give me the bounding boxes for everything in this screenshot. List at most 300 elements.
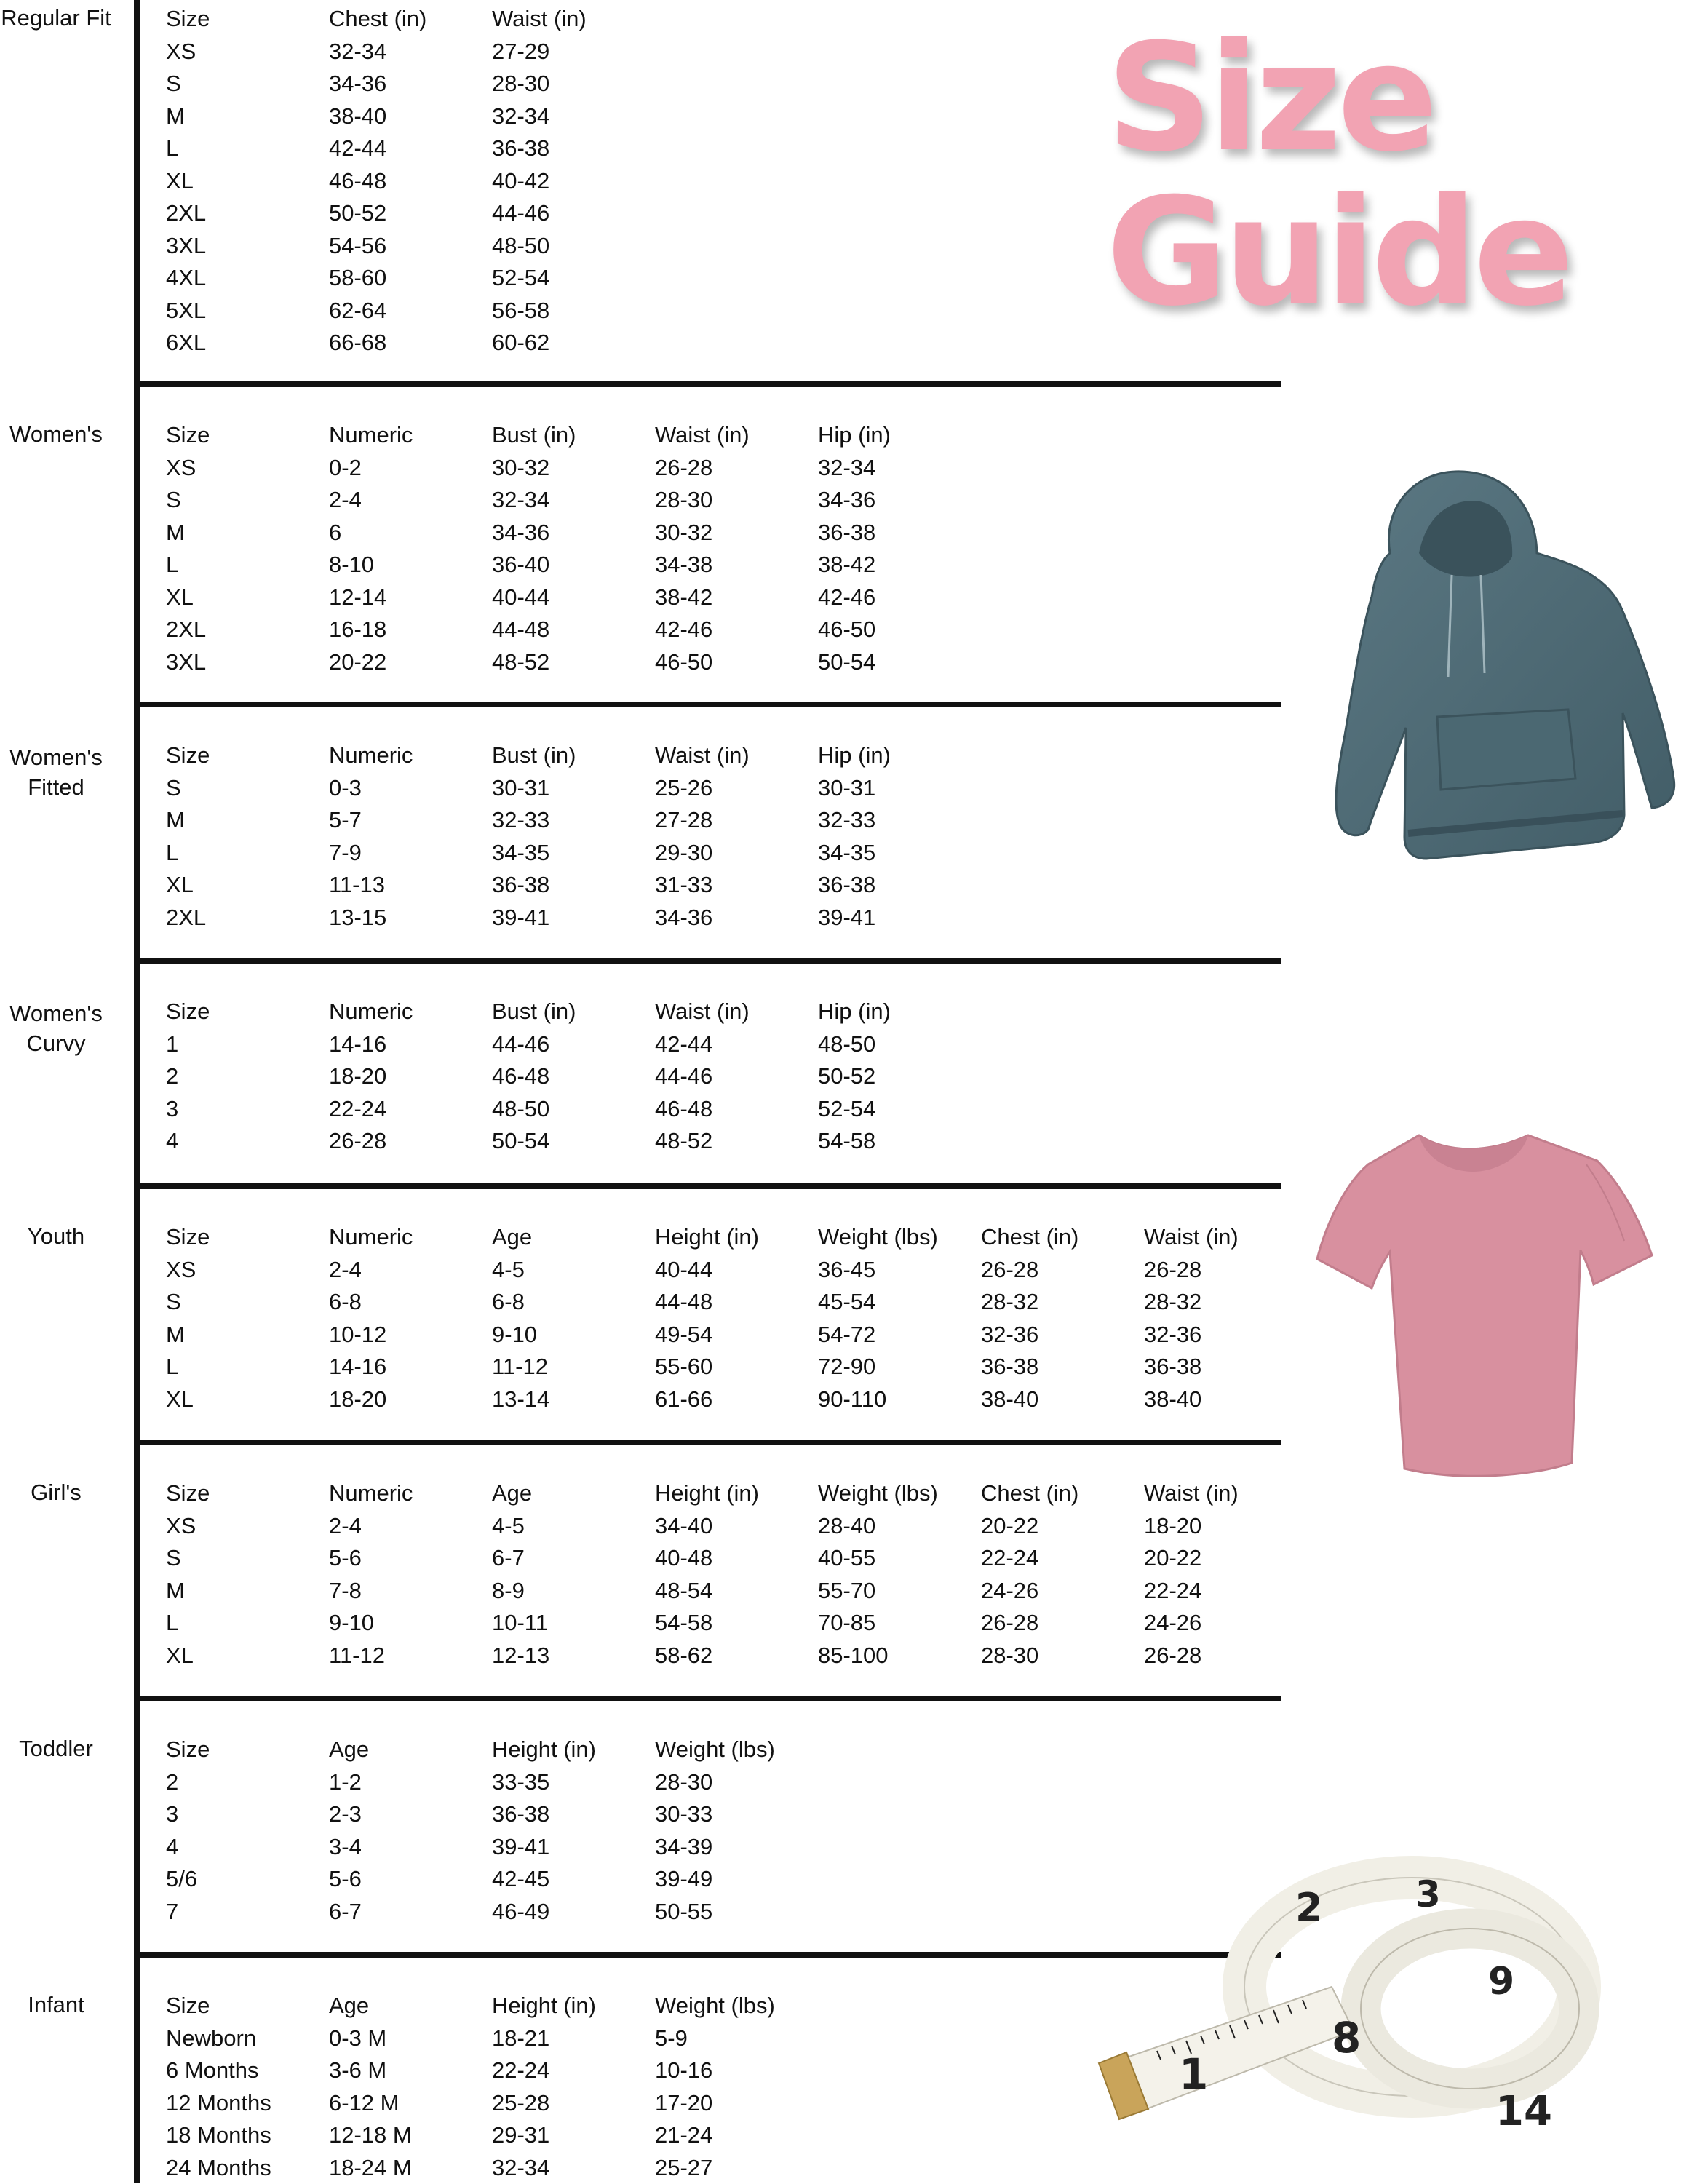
table-cell: 25-26	[655, 772, 818, 805]
table-cell: 34-36	[492, 517, 655, 549]
table-cell: 38-42	[818, 549, 981, 581]
table-cell: 25-28	[492, 2087, 655, 2120]
section-label: Women's Curvy	[0, 998, 112, 1058]
column-header: Weight (lbs)	[655, 1734, 818, 1766]
table-cell: 22-24	[1144, 1575, 1307, 1608]
table-row	[166, 1093, 981, 1126]
table-cell: 28-30	[655, 484, 818, 517]
table-cell: 54-58	[818, 1125, 981, 1158]
table-cell: 31-33	[655, 869, 818, 902]
table-cell: 30-32	[492, 452, 655, 485]
column-header: Waist (in)	[655, 996, 818, 1028]
section-divider	[134, 1183, 1281, 1189]
column-header: Weight (lbs)	[655, 1990, 818, 2022]
table-cell: 12-13	[492, 1640, 655, 1672]
table-row	[166, 1510, 1307, 1543]
hoodie-icon	[1303, 466, 1681, 888]
table-cell: 0-3	[329, 772, 492, 805]
column-header: Size	[166, 1477, 329, 1510]
table-row	[166, 837, 981, 870]
table-cell: 48-50	[818, 1028, 981, 1061]
table-cell: 54-72	[818, 1319, 981, 1351]
table-cell: S	[166, 1542, 329, 1575]
table-row	[166, 549, 981, 581]
table-cell: 38-40	[981, 1383, 1144, 1416]
table-cell: 28-40	[818, 1510, 981, 1543]
table-cell: 40-42	[492, 165, 655, 198]
table-row	[166, 1028, 981, 1061]
table-cell: 6-7	[329, 1896, 492, 1929]
table-cell: 24 Months	[166, 2152, 329, 2184]
table-cell: 10-11	[492, 1607, 655, 1640]
table-cell: 2	[166, 1060, 329, 1093]
table-cell: 4	[166, 1125, 329, 1158]
table-row	[166, 1060, 981, 1093]
table-row	[166, 613, 981, 646]
table-cell: 25-27	[655, 2152, 818, 2184]
table-cell: 2-4	[329, 1254, 492, 1287]
table-row	[166, 262, 655, 295]
table-cell: 21-24	[655, 2119, 818, 2152]
svg-text:3: 3	[1415, 1873, 1441, 1915]
table-cell: 3XL	[166, 230, 329, 263]
table-cell: 11-12	[492, 1351, 655, 1383]
table-cell: 36-40	[492, 549, 655, 581]
tshirt-icon	[1310, 1121, 1659, 1485]
table-cell: 3XL	[166, 646, 329, 679]
table-cell: 34-35	[818, 837, 981, 870]
table-cell: 34-36	[818, 484, 981, 517]
table-cell: 46-48	[492, 1060, 655, 1093]
column-header: Chest (in)	[981, 1221, 1144, 1254]
column-header: Numeric	[329, 739, 492, 772]
table-cell: 50-54	[492, 1125, 655, 1158]
table-row	[166, 1319, 1307, 1351]
table-cell: 30-31	[818, 772, 981, 805]
table-cell: 4	[166, 1831, 329, 1864]
column-header: Size	[166, 739, 329, 772]
table-cell: 36-38	[818, 869, 981, 902]
column-header: Chest (in)	[329, 3, 492, 36]
table-cell: 50-54	[818, 646, 981, 679]
table-cell: 8-10	[329, 549, 492, 581]
table-cell: 3-4	[329, 1831, 492, 1864]
table-row	[166, 2152, 818, 2184]
table-cell: 85-100	[818, 1640, 981, 1672]
column-header: Size	[166, 419, 329, 452]
table-cell: 42-45	[492, 1863, 655, 1896]
table-cell: 39-41	[492, 1831, 655, 1864]
table-cell: 30-31	[492, 772, 655, 805]
table-cell: 29-30	[655, 837, 818, 870]
measuring-tape-icon	[1092, 1841, 1601, 2147]
table-cell: 11-12	[329, 1640, 492, 1672]
table-cell: 61-66	[655, 1383, 818, 1416]
svg-text:1: 1	[1179, 2049, 1208, 2099]
table-row	[166, 295, 655, 327]
table-cell: 26-28	[329, 1125, 492, 1158]
table-cell: 55-70	[818, 1575, 981, 1608]
table-cell: 44-46	[492, 1028, 655, 1061]
column-header: Waist (in)	[655, 419, 818, 452]
table-cell: 72-90	[818, 1351, 981, 1383]
table-cell: 45-54	[818, 1286, 981, 1319]
table-cell: 12-14	[329, 581, 492, 614]
table-cell: 54-56	[329, 230, 492, 263]
table-cell: 13-15	[329, 902, 492, 934]
table-cell: 6-8	[492, 1286, 655, 1319]
table-row	[166, 327, 655, 360]
table-cell: 0-2	[329, 452, 492, 485]
table-cell: 40-44	[655, 1254, 818, 1287]
table-cell: 4-5	[492, 1254, 655, 1287]
table-cell: L	[166, 549, 329, 581]
table-cell: 17-20	[655, 2087, 818, 2120]
table-row	[166, 1831, 818, 1864]
svg-text:2: 2	[1295, 1885, 1323, 1931]
column-header: Hip (in)	[818, 419, 981, 452]
table-cell: L	[166, 1607, 329, 1640]
table-cell: 26-28	[655, 452, 818, 485]
table-cell: 32-36	[981, 1319, 1144, 1351]
column-header: Size	[166, 1734, 329, 1766]
table-cell: 18-21	[492, 2022, 655, 2055]
column-header: Bust (in)	[492, 996, 655, 1028]
section-label: Girl's	[0, 1477, 112, 1507]
size-table	[166, 996, 981, 1158]
table-cell: 20-22	[1144, 1542, 1307, 1575]
table-cell: 13-14	[492, 1383, 655, 1416]
table-cell: 0-3 M	[329, 2022, 492, 2055]
table-cell: 20-22	[329, 646, 492, 679]
table-cell: M	[166, 1575, 329, 1608]
table-cell: 6-8	[329, 1286, 492, 1319]
table-cell: 28-32	[981, 1286, 1144, 1319]
table-cell: 2XL	[166, 197, 329, 230]
table-cell: 7-8	[329, 1575, 492, 1608]
table-cell: 2-4	[329, 484, 492, 517]
table-cell: 12 Months	[166, 2087, 329, 2120]
table-cell: 16-18	[329, 613, 492, 646]
table-header-row	[166, 1734, 818, 1766]
table-row	[166, 1640, 1307, 1672]
table-row	[166, 230, 655, 263]
table-row	[166, 2022, 818, 2055]
table-header-row	[166, 1990, 818, 2022]
column-header: Chest (in)	[981, 1477, 1144, 1510]
table-header-row	[166, 996, 981, 1028]
column-header: Weight (lbs)	[818, 1221, 981, 1254]
column-header: Size	[166, 996, 329, 1028]
table-row	[166, 68, 655, 100]
table-cell: 34-36	[329, 68, 492, 100]
table-cell: 60-62	[492, 327, 655, 360]
table-cell: 18-24 M	[329, 2152, 492, 2184]
table-cell: 38-40	[1144, 1383, 1307, 1416]
table-cell: 50-52	[818, 1060, 981, 1093]
table-cell: 36-38	[1144, 1351, 1307, 1383]
table-cell: 1-2	[329, 1766, 492, 1799]
table-cell: 44-48	[655, 1286, 818, 1319]
table-cell: 8-9	[492, 1575, 655, 1608]
table-row	[166, 869, 981, 902]
column-header: Age	[492, 1477, 655, 1510]
table-row	[166, 804, 981, 837]
table-cell: M	[166, 1319, 329, 1351]
table-cell: S	[166, 68, 329, 100]
table-cell: S	[166, 772, 329, 805]
column-header: Height (in)	[655, 1477, 818, 1510]
table-cell: 34-38	[655, 549, 818, 581]
table-cell: L	[166, 837, 329, 870]
size-table	[166, 1477, 1307, 1672]
section-label: Regular Fit	[0, 3, 112, 33]
table-cell: 46-48	[329, 165, 492, 198]
table-cell: 49-54	[655, 1319, 818, 1351]
table-cell: 40-48	[655, 1542, 818, 1575]
table-cell: 66-68	[329, 327, 492, 360]
table-row	[166, 1766, 818, 1799]
size-table	[166, 1734, 818, 1928]
table-cell: 44-46	[492, 197, 655, 230]
table-cell: 18-20	[1144, 1510, 1307, 1543]
table-cell: M	[166, 804, 329, 837]
section-label: Infant	[0, 1990, 112, 2020]
size-table	[166, 419, 981, 678]
table-cell: 27-28	[655, 804, 818, 837]
table-cell: 36-38	[492, 1798, 655, 1831]
table-cell: 22-24	[329, 1093, 492, 1126]
section-divider	[134, 702, 1281, 707]
table-cell: 32-33	[492, 804, 655, 837]
table-cell: 5XL	[166, 295, 329, 327]
column-header: Bust (in)	[492, 739, 655, 772]
table-cell: 32-36	[1144, 1319, 1307, 1351]
table-cell: 48-50	[492, 1093, 655, 1126]
size-table	[166, 3, 655, 360]
table-cell: 2XL	[166, 902, 329, 934]
section-label: Women's	[0, 419, 112, 449]
table-cell: 32-34	[492, 2152, 655, 2184]
column-header: Numeric	[329, 996, 492, 1028]
table-cell: 5-7	[329, 804, 492, 837]
column-header: Height (in)	[492, 1734, 655, 1766]
table-cell: 70-85	[818, 1607, 981, 1640]
table-cell: 3	[166, 1798, 329, 1831]
table-header-row	[166, 1221, 1307, 1254]
column-header: Height (in)	[655, 1221, 818, 1254]
table-cell: 40-44	[492, 581, 655, 614]
table-cell: 10-12	[329, 1319, 492, 1351]
table-row	[166, 1254, 1307, 1287]
table-cell: 54-58	[655, 1607, 818, 1640]
table-cell: M	[166, 517, 329, 549]
table-row	[166, 1607, 1307, 1640]
table-cell: S	[166, 484, 329, 517]
table-cell: 4-5	[492, 1510, 655, 1543]
table-cell: 29-31	[492, 2119, 655, 2152]
table-cell: 36-38	[818, 517, 981, 549]
table-cell: 36-38	[492, 132, 655, 165]
table-cell: 46-49	[492, 1896, 655, 1929]
column-header: Age	[329, 1734, 492, 1766]
table-cell: 11-13	[329, 869, 492, 902]
table-cell: 28-30	[655, 1766, 818, 1799]
table-header-row	[166, 1477, 1307, 1510]
table-cell: 42-46	[655, 613, 818, 646]
table-row	[166, 165, 655, 198]
table-row	[166, 100, 655, 133]
table-cell: 12-18 M	[329, 2119, 492, 2152]
table-row	[166, 484, 981, 517]
table-cell: 48-52	[655, 1125, 818, 1158]
section-label: Women's Fitted	[0, 742, 112, 802]
table-cell: 9-10	[492, 1319, 655, 1351]
table-cell: 7	[166, 1896, 329, 1929]
table-cell: 2-4	[329, 1510, 492, 1543]
table-cell: 36-38	[981, 1351, 1144, 1383]
table-cell: 10-16	[655, 2054, 818, 2087]
table-cell: 5-6	[329, 1863, 492, 1896]
table-cell: XL	[166, 165, 329, 198]
table-cell: 5-6	[329, 1542, 492, 1575]
table-cell: 36-38	[492, 869, 655, 902]
table-cell: 32-34	[492, 484, 655, 517]
table-cell: 1	[166, 1028, 329, 1061]
table-header-row	[166, 739, 981, 772]
table-cell: 32-34	[818, 452, 981, 485]
table-cell: 48-52	[492, 646, 655, 679]
vertical-divider	[134, 0, 140, 2183]
table-header-row	[166, 3, 655, 36]
table-cell: XL	[166, 1383, 329, 1416]
table-cell: 6	[329, 517, 492, 549]
table-cell: 62-64	[329, 295, 492, 327]
table-row	[166, 772, 981, 805]
table-cell: 30-32	[655, 517, 818, 549]
table-cell: 39-41	[492, 902, 655, 934]
svg-text:14: 14	[1495, 2088, 1552, 2135]
table-row	[166, 1351, 1307, 1383]
table-cell: 3-6 M	[329, 2054, 492, 2087]
table-cell: 34-35	[492, 837, 655, 870]
table-cell: 26-28	[981, 1607, 1144, 1640]
size-table	[166, 1221, 1307, 1415]
column-header: Height (in)	[492, 1990, 655, 2022]
column-header: Waist (in)	[655, 739, 818, 772]
table-cell: XL	[166, 1640, 329, 1672]
table-cell: 6-7	[492, 1542, 655, 1575]
table-header-row	[166, 419, 981, 452]
column-header: Waist (in)	[1144, 1221, 1307, 1254]
table-row	[166, 2054, 818, 2087]
table-row	[166, 581, 981, 614]
table-cell: 50-55	[655, 1896, 818, 1929]
section-divider	[134, 1440, 1281, 1445]
table-cell: 34-39	[655, 1831, 818, 1864]
table-cell: 56-58	[492, 295, 655, 327]
table-cell: 52-54	[492, 262, 655, 295]
table-cell: 38-40	[329, 100, 492, 133]
table-cell: 2XL	[166, 613, 329, 646]
table-cell: 28-30	[492, 68, 655, 100]
table-cell: 46-50	[818, 613, 981, 646]
column-header: Age	[329, 1990, 492, 2022]
svg-text:9: 9	[1488, 1960, 1514, 2004]
table-row	[166, 132, 655, 165]
svg-text:8: 8	[1332, 2013, 1361, 2062]
table-cell: 26-28	[1144, 1640, 1307, 1672]
table-cell: 5/6	[166, 1863, 329, 1896]
table-row	[166, 1383, 1307, 1416]
table-cell: XL	[166, 581, 329, 614]
table-row	[166, 646, 981, 679]
table-cell: 32-34	[492, 100, 655, 133]
table-cell: 14-16	[329, 1351, 492, 1383]
table-cell: 14-16	[329, 1028, 492, 1061]
table-cell: 46-48	[655, 1093, 818, 1126]
table-row	[166, 36, 655, 68]
table-cell: 22-24	[981, 1542, 1144, 1575]
table-cell: XL	[166, 869, 329, 902]
table-cell: 5-9	[655, 2022, 818, 2055]
table-cell: XS	[166, 36, 329, 68]
size-table	[166, 1990, 818, 2184]
table-cell: L	[166, 132, 329, 165]
section-label: Toddler	[0, 1734, 112, 1763]
table-cell: 52-54	[818, 1093, 981, 1126]
column-header: Hip (in)	[818, 739, 981, 772]
table-cell: 7-9	[329, 837, 492, 870]
table-row	[166, 1798, 818, 1831]
table-cell: L	[166, 1351, 329, 1383]
column-header: Age	[492, 1221, 655, 1254]
table-cell: 20-22	[981, 1510, 1144, 1543]
section-divider	[134, 381, 1281, 387]
table-cell: 6-12 M	[329, 2087, 492, 2120]
table-cell: 28-30	[981, 1640, 1144, 1672]
table-cell: 6 Months	[166, 2054, 329, 2087]
table-cell: 42-46	[818, 581, 981, 614]
column-header: Hip (in)	[818, 996, 981, 1028]
page-title	[1106, 22, 1570, 330]
table-row	[166, 1125, 981, 1158]
table-cell: 38-42	[655, 581, 818, 614]
table-cell: 27-29	[492, 36, 655, 68]
table-cell: 18 Months	[166, 2119, 329, 2152]
table-cell: XS	[166, 452, 329, 485]
table-row	[166, 2119, 818, 2152]
table-cell: 9-10	[329, 1607, 492, 1640]
table-row	[166, 902, 981, 934]
table-cell: 39-49	[655, 1863, 818, 1896]
table-cell: 6XL	[166, 327, 329, 360]
column-header: Weight (lbs)	[818, 1477, 981, 1510]
table-cell: XS	[166, 1510, 329, 1543]
table-cell: 50-52	[329, 197, 492, 230]
table-cell: 58-60	[329, 262, 492, 295]
table-cell: S	[166, 1286, 329, 1319]
table-cell: 40-55	[818, 1542, 981, 1575]
table-cell: 2-3	[329, 1798, 492, 1831]
table-cell: 36-45	[818, 1254, 981, 1287]
table-cell: 55-60	[655, 1351, 818, 1383]
title-line-2: Guide	[1106, 176, 1570, 330]
table-cell: 42-44	[329, 132, 492, 165]
section-divider	[134, 1696, 1281, 1701]
title-line-1: Size	[1106, 22, 1570, 176]
table-cell: 26-28	[1144, 1254, 1307, 1287]
